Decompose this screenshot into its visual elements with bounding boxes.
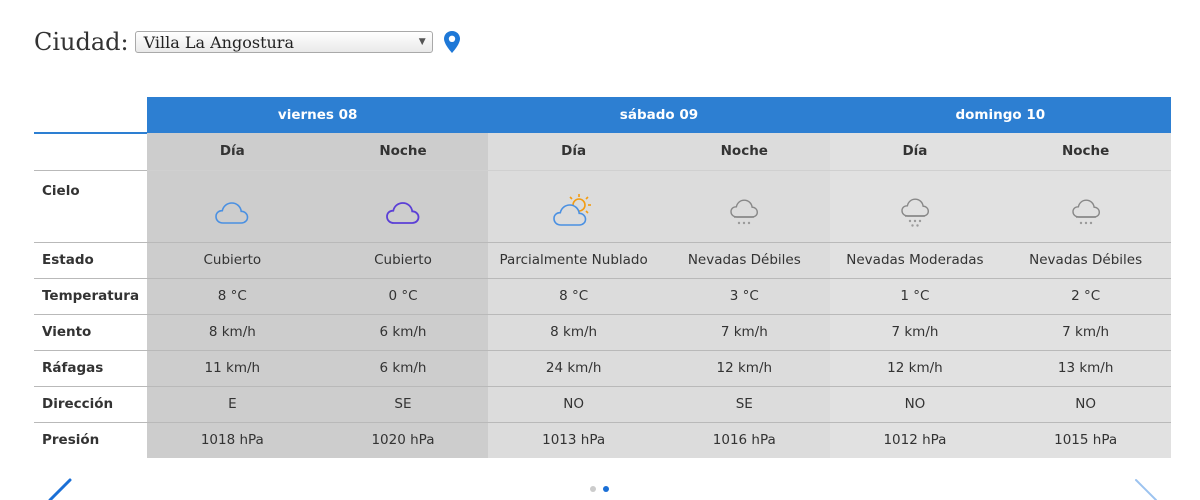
gusts-cell: 24 km/h	[488, 350, 659, 386]
chevron-right-icon[interactable]	[1130, 478, 1164, 500]
period-header: Noche	[1000, 133, 1171, 170]
sky-cell	[659, 170, 830, 242]
row-label-state: Estado	[34, 242, 147, 278]
gusts-cell: 13 km/h	[1000, 350, 1171, 386]
pressure-cell: 1020 hPa	[318, 422, 489, 458]
table-row	[34, 350, 1171, 386]
pressure-cell: 1015 hPa	[1000, 422, 1171, 458]
table-row	[34, 422, 1171, 458]
row-label-temperature: Temperatura	[34, 278, 147, 314]
row-label-gusts: Ráfagas	[34, 350, 147, 386]
row-label-wind: Viento	[34, 314, 147, 350]
pagination-dots	[590, 486, 609, 492]
row-label-pressure: Presión	[34, 422, 147, 458]
table-row	[34, 278, 1171, 314]
snow-light-icon	[726, 197, 762, 229]
day-header: viernes 08	[147, 97, 488, 133]
state-cell: Parcialmente Nublado	[488, 242, 659, 278]
city-selector-row	[34, 28, 461, 56]
day-header: domingo 10	[830, 97, 1171, 133]
sky-cell	[318, 170, 489, 242]
wind-cell: 6 km/h	[318, 314, 489, 350]
row-label-direction: Dirección	[34, 386, 147, 422]
direction-cell: NO	[488, 386, 659, 422]
forecast-table	[34, 97, 1171, 458]
chevron-down-icon: ▼	[418, 37, 426, 47]
state-cell: Nevadas Débiles	[659, 242, 830, 278]
snow-light-icon	[1068, 197, 1104, 229]
pressure-cell: 1013 hPa	[488, 422, 659, 458]
period-header: Noche	[659, 133, 830, 170]
city-label: Ciudad:	[34, 28, 129, 56]
sky-cell	[147, 170, 318, 242]
state-cell: Nevadas Moderadas	[830, 242, 1001, 278]
sky-cell	[830, 170, 1001, 242]
period-header: Día	[147, 133, 318, 170]
snow-moderate-icon	[897, 196, 933, 230]
pressure-cell: 1012 hPa	[830, 422, 1001, 458]
gusts-cell: 6 km/h	[318, 350, 489, 386]
table-row	[34, 314, 1171, 350]
city-select-value: Villa La Angostura	[143, 32, 294, 52]
temperature-cell: 1 °C	[830, 278, 1001, 314]
city-select[interactable]	[135, 31, 433, 53]
wind-cell: 7 km/h	[830, 314, 1001, 350]
wind-cell: 7 km/h	[1000, 314, 1171, 350]
row-label-sky: Cielo	[34, 170, 147, 242]
direction-cell: SE	[659, 386, 830, 422]
period-header: Día	[830, 133, 1001, 170]
period-header: Día	[488, 133, 659, 170]
gusts-cell: 11 km/h	[147, 350, 318, 386]
wind-cell: 7 km/h	[659, 314, 830, 350]
table-row	[34, 170, 1171, 242]
sky-cell	[488, 170, 659, 242]
sky-cell	[1000, 170, 1171, 242]
map-pin-icon[interactable]	[443, 30, 461, 54]
state-cell: Cubierto	[318, 242, 489, 278]
temperature-cell: 8 °C	[488, 278, 659, 314]
table-corner	[34, 97, 147, 133]
pagination-dot-active[interactable]	[603, 486, 609, 492]
temperature-cell: 2 °C	[1000, 278, 1171, 314]
gusts-cell: 12 km/h	[830, 350, 1001, 386]
pressure-cell: 1018 hPa	[147, 422, 318, 458]
cloud-icon	[214, 199, 250, 227]
table-row	[34, 386, 1171, 422]
wind-cell: 8 km/h	[147, 314, 318, 350]
direction-cell: NO	[830, 386, 1001, 422]
partly-cloudy-sun-icon	[552, 192, 596, 228]
pagination-dot[interactable]	[590, 486, 596, 492]
cloud-night-icon	[385, 199, 421, 227]
pressure-cell: 1016 hPa	[659, 422, 830, 458]
period-header: Noche	[318, 133, 489, 170]
state-cell: Nevadas Débiles	[1000, 242, 1171, 278]
wind-cell: 8 km/h	[488, 314, 659, 350]
direction-cell: E	[147, 386, 318, 422]
direction-cell: NO	[1000, 386, 1171, 422]
state-cell: Cubierto	[147, 242, 318, 278]
direction-cell: SE	[318, 386, 489, 422]
chevron-left-icon[interactable]	[40, 478, 74, 500]
temperature-cell: 8 °C	[147, 278, 318, 314]
day-header: sábado 09	[488, 97, 829, 133]
temperature-cell: 3 °C	[659, 278, 830, 314]
gusts-cell: 12 km/h	[659, 350, 830, 386]
temperature-cell: 0 °C	[318, 278, 489, 314]
table-row	[34, 242, 1171, 278]
empty-label-cell	[34, 133, 147, 170]
